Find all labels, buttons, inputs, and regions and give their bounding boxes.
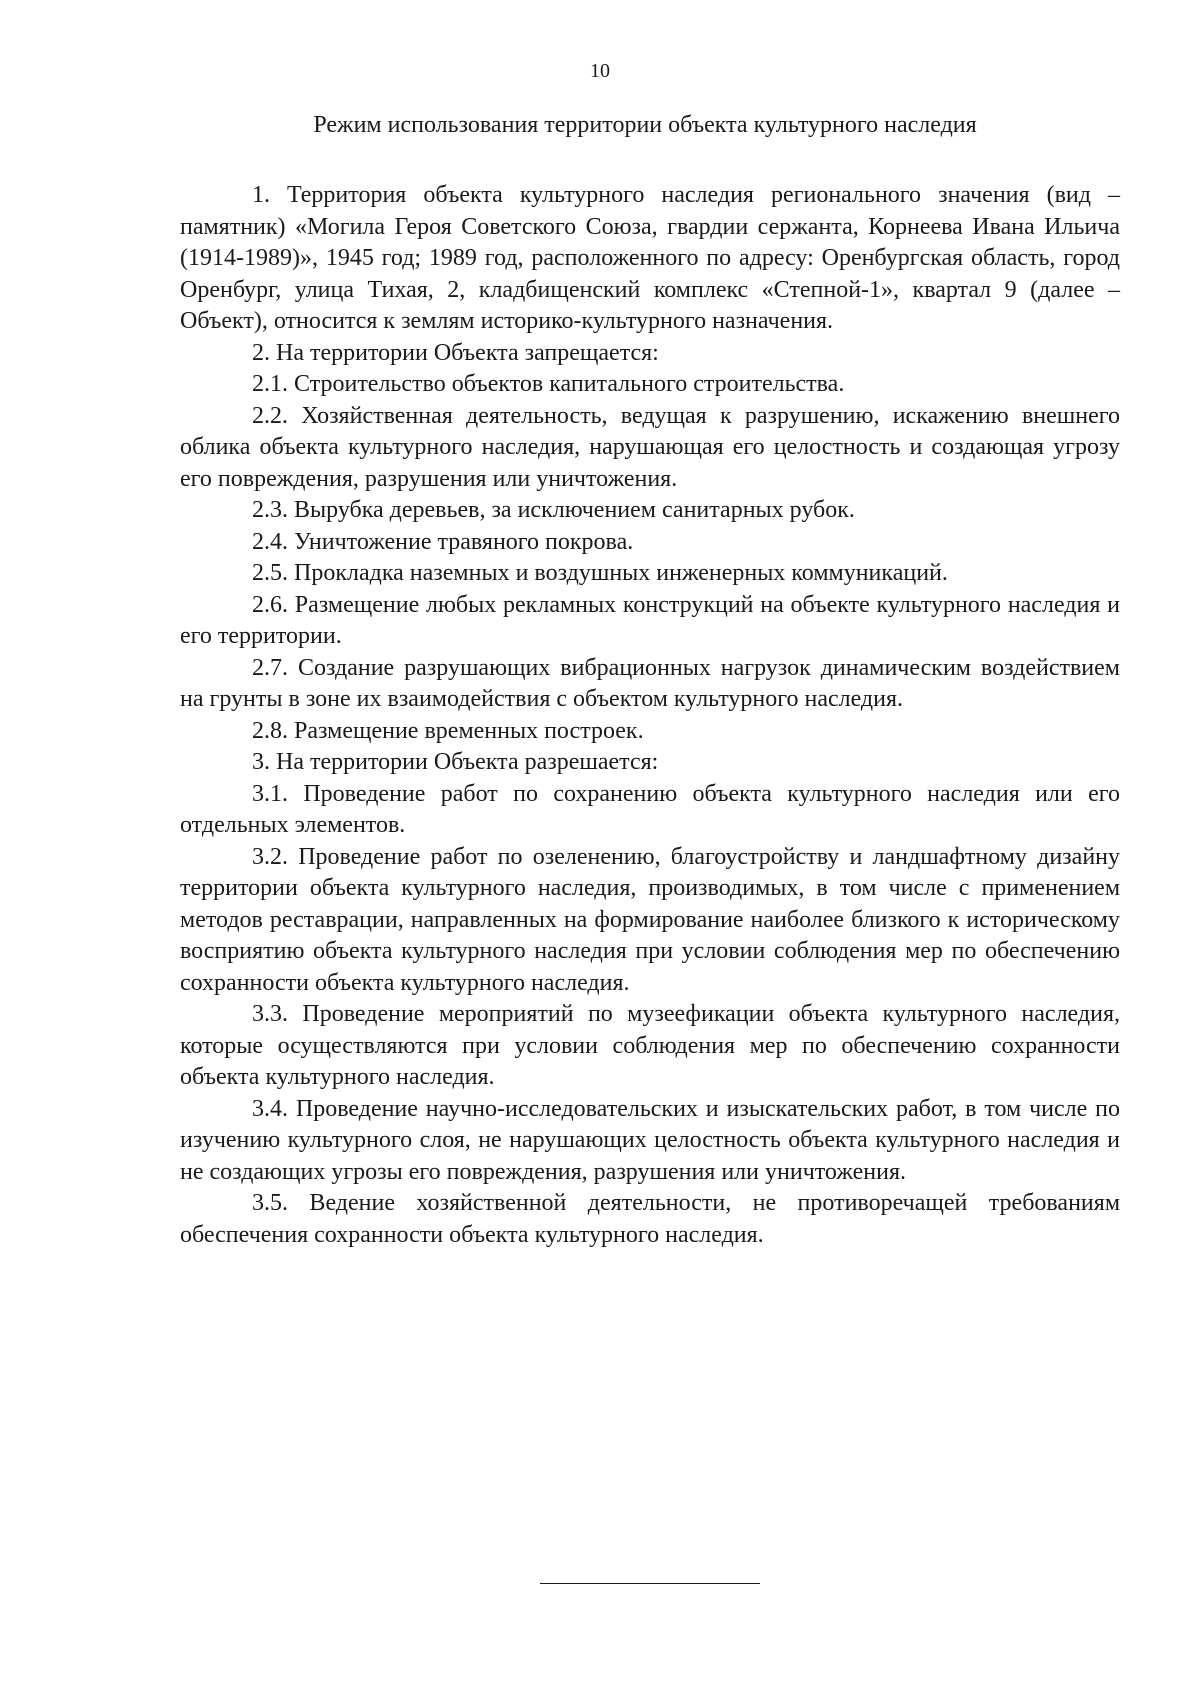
paragraph-3: 3. На территории Объекта разрешается: xyxy=(252,749,659,775)
paragraph-2-8: 2.8. Размещение временных построек. xyxy=(252,717,644,744)
page-number: 10 xyxy=(590,60,610,82)
paragraph-2-1: 2.1. Строительство объектов капитального строительства. xyxy=(252,371,845,397)
paragraph-2-5: 2.5. Прокладка наземных и воздушных инженерных коммуникаций. xyxy=(252,560,948,586)
paragraph-2-4: 2.4. Уничтожение травяного покрова. xyxy=(252,528,634,555)
footer-divider xyxy=(540,1583,760,1584)
document-body xyxy=(180,180,1120,1251)
paragraph-2-6: 2.6. Размещение любых рекламных конструкций на объекте культурного наследия и его территории. xyxy=(180,591,1120,649)
paragraph-2-7: 2.7. Создание разрушающих вибрационных нагрузок динамическим воздействием на грунты в зоне их взаимодействия с объектом культурного наследия. xyxy=(180,654,1120,712)
paragraph-3-5: 3.5. Ведение хозяйственной деятельности, не противоречащей требованиям обеспечения сохранности объекта культурного наследия. xyxy=(180,1190,1120,1248)
paragraph-3-4: 3.4. Проведение научно-исследовательских и изыскательских работ, в том числе по изучению культурного слоя, не нарушающих целостность объекта культурного наследия и не создающих угрозы его повреждения, разрушения или уничтожения. xyxy=(180,1095,1120,1185)
paragraph-1: 1. Территория объекта культурного наследия регионального значения (вид – памятник) «Могила Героя Советского Союза, гвардии сержанта, Корнеева Ивана Ильича (1914-1989)», 1945 год; 1989 год, расположенного по адресу: Оренбургская область, город Оренбург, улица Тихая, 2, кладбищенский комплекс «Степной-1», квартал 9 (далее – Объект), относится к землям историко-культурного назначения. xyxy=(180,182,1120,334)
page-title: Режим использования территории объекта культурного наследия xyxy=(313,112,977,138)
paragraph-2-2: 2.2. Хозяйственная деятельность, ведущая к разрушению, искажению внешнего облика объекта культурного наследия, нарушающая его целостность и создающая угрозу его повреждения, разрушения или уничтожения. xyxy=(180,402,1120,492)
paragraph-3-3: 3.3. Проведение мероприятий по музеефикации объекта культурного наследия, которые осуществляются при условии соблюдения мер по обеспечению сохранности объекта культурного наследия. xyxy=(180,1001,1120,1090)
paragraph-3-1: 3.1. Проведение работ по сохранению объекта культурного наследия или его отдельных элементов. xyxy=(180,780,1120,838)
paragraph-2-3: 2.3. Вырубка деревьев, за исключением санитарных рубок. xyxy=(252,497,855,523)
paragraph-2: 2. На территории Объекта запрещается: xyxy=(252,339,659,366)
paragraph-3-2: 3.2. Проведение работ по озеленению, благоустройству и ландшафтному дизайну территории объекта культурного наследия, производимых, в том числе с применением методов реставрации, направленных на формирование наиболее близкого к историческому восприятию объекта культурного наследия при условии соблюдения мер по обеспечению сохранности объекта культурного наследия. xyxy=(180,843,1120,996)
